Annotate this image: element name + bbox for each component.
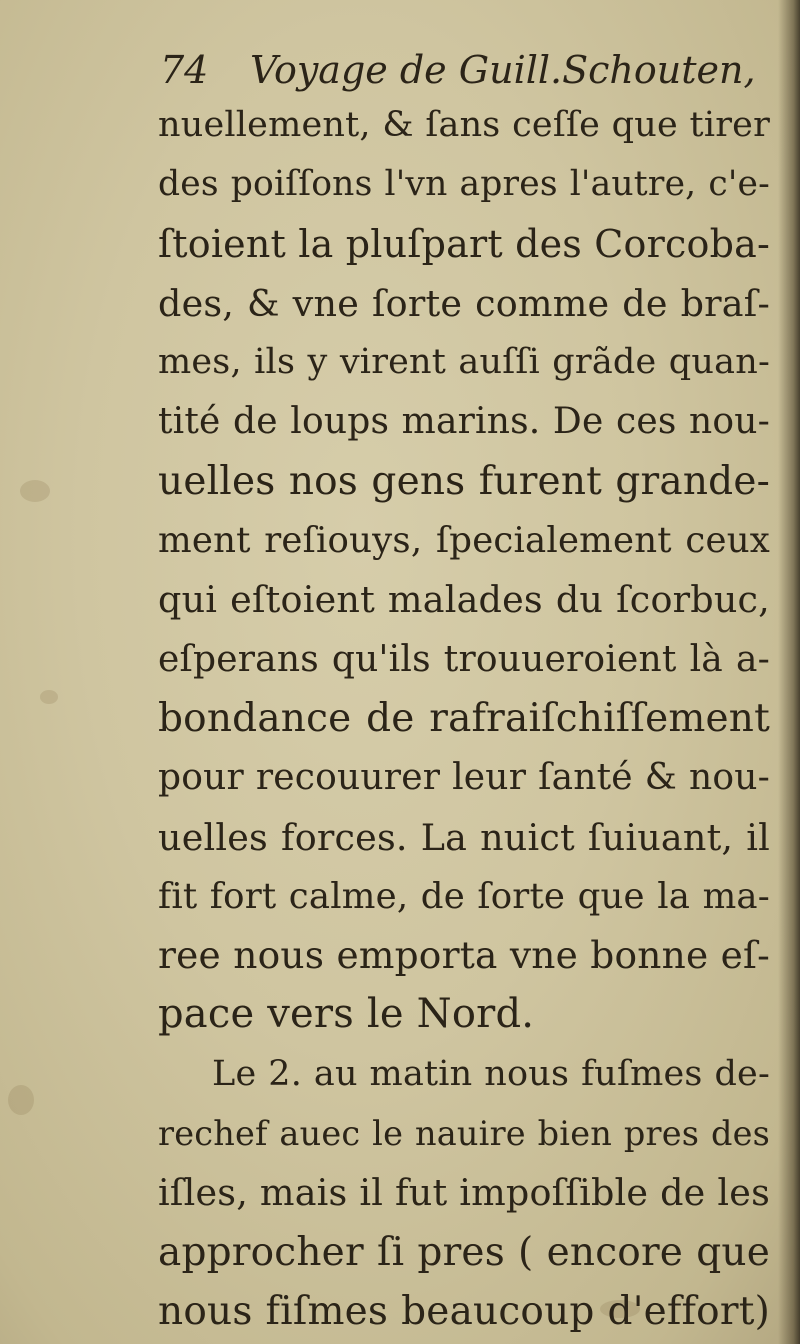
text-line: nuellement, & ſans ceſſe que tirer <box>158 105 770 145</box>
text-line: uelles forces. La nuict ſuiuant, il <box>158 815 770 859</box>
text-line: tité de loups marins. De ces nou- <box>158 401 770 443</box>
paper-stain <box>20 480 50 502</box>
text-line: ſtoient la pluſpart des Corcoba- <box>158 221 770 266</box>
text-line: nous fiſmes beaucoup d'effort) <box>158 1288 770 1334</box>
text-line: qui eſtoient malades du ſcorbuc, <box>158 578 770 622</box>
text-line: uelles nos gens furent grande- <box>158 458 770 504</box>
text-line: Le 2. au matin nous fuſmes de- <box>212 1053 770 1094</box>
text-line: pace vers le Nord. <box>158 991 535 1038</box>
text-line: approcher ſi pres ( encore que <box>158 1229 770 1275</box>
running-head <box>160 44 760 96</box>
running-title: Voyage de Guill.Schouten, <box>250 48 756 92</box>
text-line: fit fort calme, de ſorte que la ma- <box>158 875 770 917</box>
text-line: mes, ils y virent auſſi grãde quan- <box>158 342 770 383</box>
text-line: rechef auec le nauire bien pres des <box>158 1114 770 1154</box>
page-number: 74 <box>160 48 209 92</box>
paper-stain <box>8 1085 34 1115</box>
text-line: ree nous emporta vne bonne eſ- <box>158 933 770 978</box>
text-line: des poiſſons l'vn apres l'autre, c'e- <box>158 164 770 205</box>
paper-stain <box>40 690 58 704</box>
body-text <box>158 96 770 1341</box>
text-line: pour recouurer leur ſanté & nou- <box>158 757 770 799</box>
text-line: ment reſiouys, ſpecialement ceux <box>158 520 770 562</box>
text-line: des, & vne ſorte comme de braſ- <box>158 281 770 325</box>
text-line: iſles, mais il fut impoſſible de les <box>158 1171 770 1215</box>
text-line: eſperans qu'ils trouueroient là a- <box>158 638 770 680</box>
text-line: bondance de rafraiſchiſſement <box>158 695 770 741</box>
